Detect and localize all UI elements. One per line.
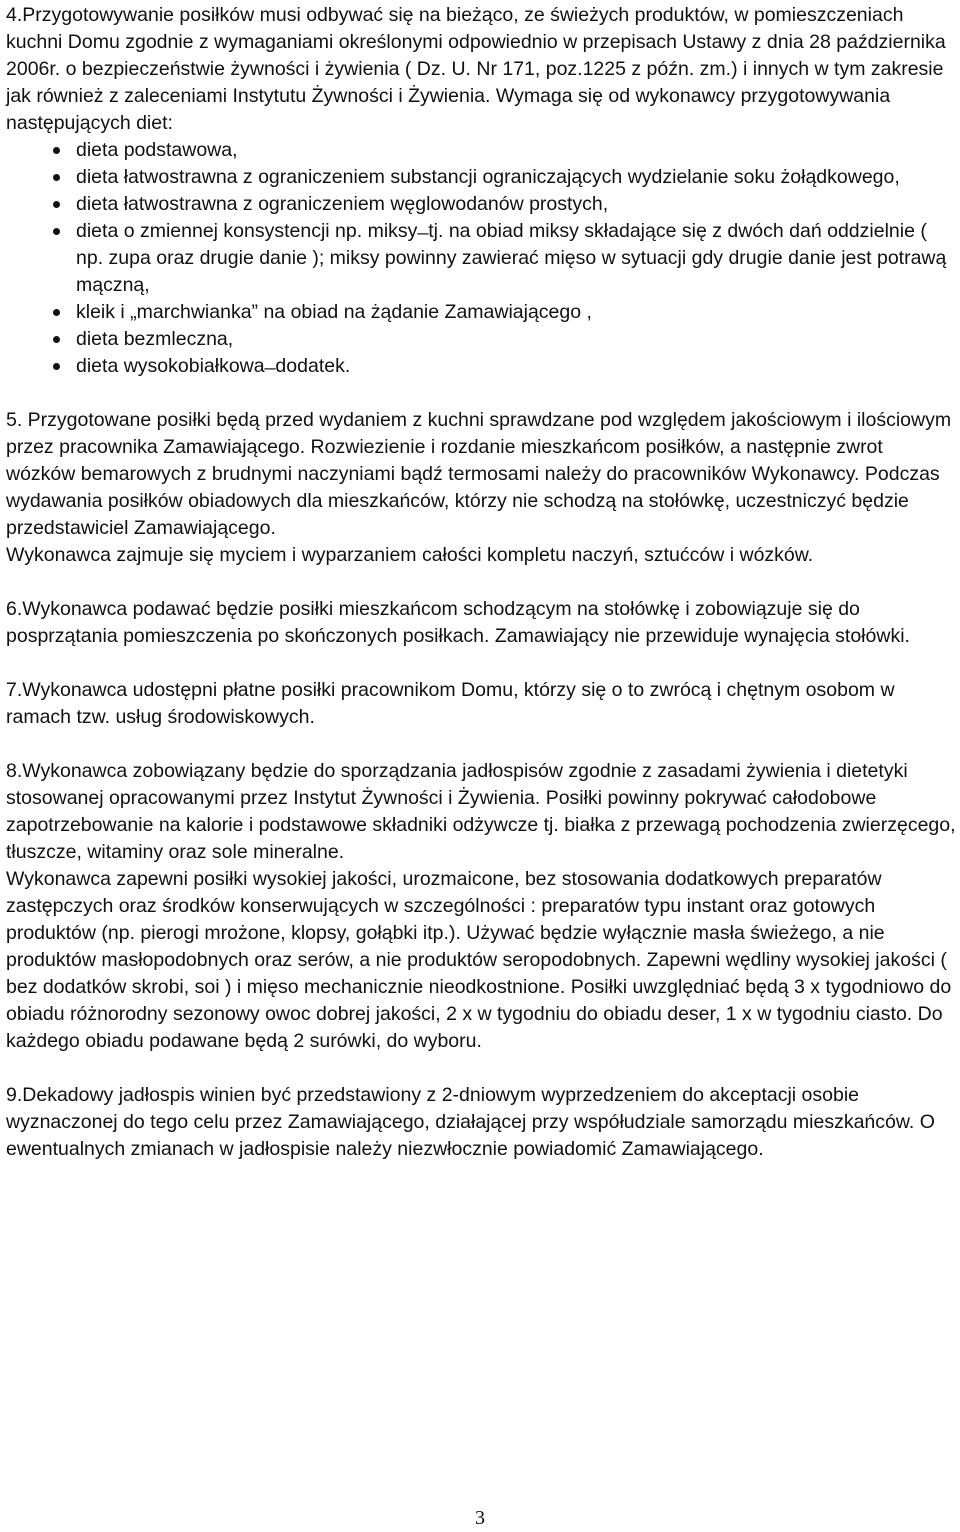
bullet-icon	[53, 201, 60, 208]
bullet-icon	[53, 336, 60, 343]
diet-item-label: dieta o zmiennej konsystencji np. miksy ̶ tj. na obiad miksy składające się z dwóch dań oddzielnie ( np. zupa oraz drugie danie ); miksy powinny zawierać mięso w sytuacji gdy drugie danie jest potrawą mączną,	[76, 220, 947, 296]
list-item	[6, 191, 956, 218]
diet-item-label: dieta podstawowa,	[76, 139, 238, 161]
list-item	[6, 299, 956, 326]
diet-item-label: dieta łatwostrawna z ograniczeniem substancji ograniczających wydzielanie soku żołądkowego,	[76, 166, 900, 188]
diet-list	[6, 137, 956, 380]
section-5-paragraph: 5. Przygotowane posiłki będą przed wydaniem z kuchni sprawdzane pod względem jakościowym i ilościowym przez pracownika Zamawiającego. Rozwiezienie i rozdanie mieszkańcom posiłków, a następnie zwrot wózków bemarowych z brudnymi naczyniami bądź termosami należy do pracowników Wykonawcy. Podczas wydawania posiłków obiadowych dla mieszkańców, którzy nie schodzą na stołówkę, uczestniczyć będzie przedstawiciel Zamawiającego.	[6, 409, 952, 539]
diet-item-label: kleik i „marchwianka” na obiad na żądanie Zamawiającego ,	[76, 301, 592, 323]
bullet-icon	[53, 309, 60, 316]
list-item	[6, 353, 956, 380]
list-item	[6, 137, 956, 164]
diet-item-label: dieta bezmleczna,	[76, 328, 234, 350]
document-page	[6, 2, 956, 1163]
list-item	[6, 164, 956, 191]
section-7-paragraph: 7.Wykonawca udostępni płatne posiłki pracownikom Domu, którzy się o to zwrócą i chętnym osobom w ramach tzw. usług środowiskowych.	[6, 679, 895, 728]
diet-item-label: dieta łatwostrawna z ograniczeniem węglowodanów prostych,	[76, 193, 609, 215]
page-number: 3	[475, 1507, 485, 1529]
section-9-paragraph: 9.Dekadowy jadłospis winien być przedstawiony z 2-dniowym wyprzedzeniem do akceptacji osobie wyznaczonej do tego celu przez Zamawiającego, działającej przy współudziale samorządu mieszkańców. O ewentualnych zmianach w jadłospisie należy niezwłocznie powiadomić Zamawiającego.	[6, 1084, 935, 1160]
diet-item-label: dieta wysokobiałkowa ̶ dodatek.	[76, 355, 351, 377]
bullet-icon	[53, 363, 60, 370]
bullet-icon	[53, 174, 60, 181]
bullet-icon	[53, 228, 60, 235]
section-5-paragraph-2: Wykonawca zajmuje się myciem i wyparzaniem całości kompletu naczyń, sztućców i wózków.	[6, 544, 814, 566]
bullet-icon	[53, 147, 60, 154]
list-item	[6, 326, 956, 353]
section-8-paragraph: 8.Wykonawca zobowiązany będzie do sporządzania jadłospisów zgodnie z zasadami żywienia i dietetyki stosowanej opracowanymi przez Instytut Żywności i Żywienia. Posiłki powinny pokrywać całodobowe zapotrzebowanie na kalorie i podstawowe składniki odżywcze tj. białka z przewagą pochodzenia zwierzęcego, tłuszcze, witaminy oraz sole mineralne.	[6, 760, 956, 863]
list-item	[6, 218, 956, 299]
section-6-paragraph: 6.Wykonawca podawać będzie posiłki mieszkańcom schodzącym na stołówkę i zobowiązuje się do posprzątania pomieszczenia po skończonych posiłkach. Zamawiający nie przewiduje wynajęcia stołówki.	[6, 598, 910, 647]
section-8-paragraph-2: Wykonawca zapewni posiłki wysokiej jakości, urozmaicone, bez stosowania dodatkowych preparatów zastępczych oraz środków konserwujących w szczególności : preparatów typu instant oraz gotowych produktów (np. pierogi mrożone, klopsy, gołąbki itp.). Używać będzie wyłącznie masła świeżego, a nie produktów masłopodobnych oraz serów, a nie produktów seropodobnych. Zapewni wędliny wysokiej jakości ( bez dodatków skrobi, soi ) i mięso mechanicznie nieodkostnione. Posiłki uwzględniać będą 3 x tygodniowo do obiadu różnorodny sezonowy owoc dobrej jakości, 2 x w tygodniu do obiadu deser, 1 x w tygodniu ciasto. Do każdego obiadu podawane będą 2 surówki, do wyboru.	[6, 868, 952, 1052]
section-4-intro: 4.Przygotowywanie posiłków musi odbywać się na bieżąco, ze świeżych produktów, w pomieszczeniach kuchni Domu zgodnie z wymaganiami określonymi odpowiednio w przepisach Ustawy z dnia 28 października 2006r. o bezpieczeństwie żywności i żywienia ( Dz. U. Nr 171, poz.1225 z późn. zm.) i innych w tym zakresie jak również z zaleceniami Instytutu Żywności i Żywienia. Wymaga się od wykonawcy przygotowywania następujących diet:	[6, 4, 946, 134]
